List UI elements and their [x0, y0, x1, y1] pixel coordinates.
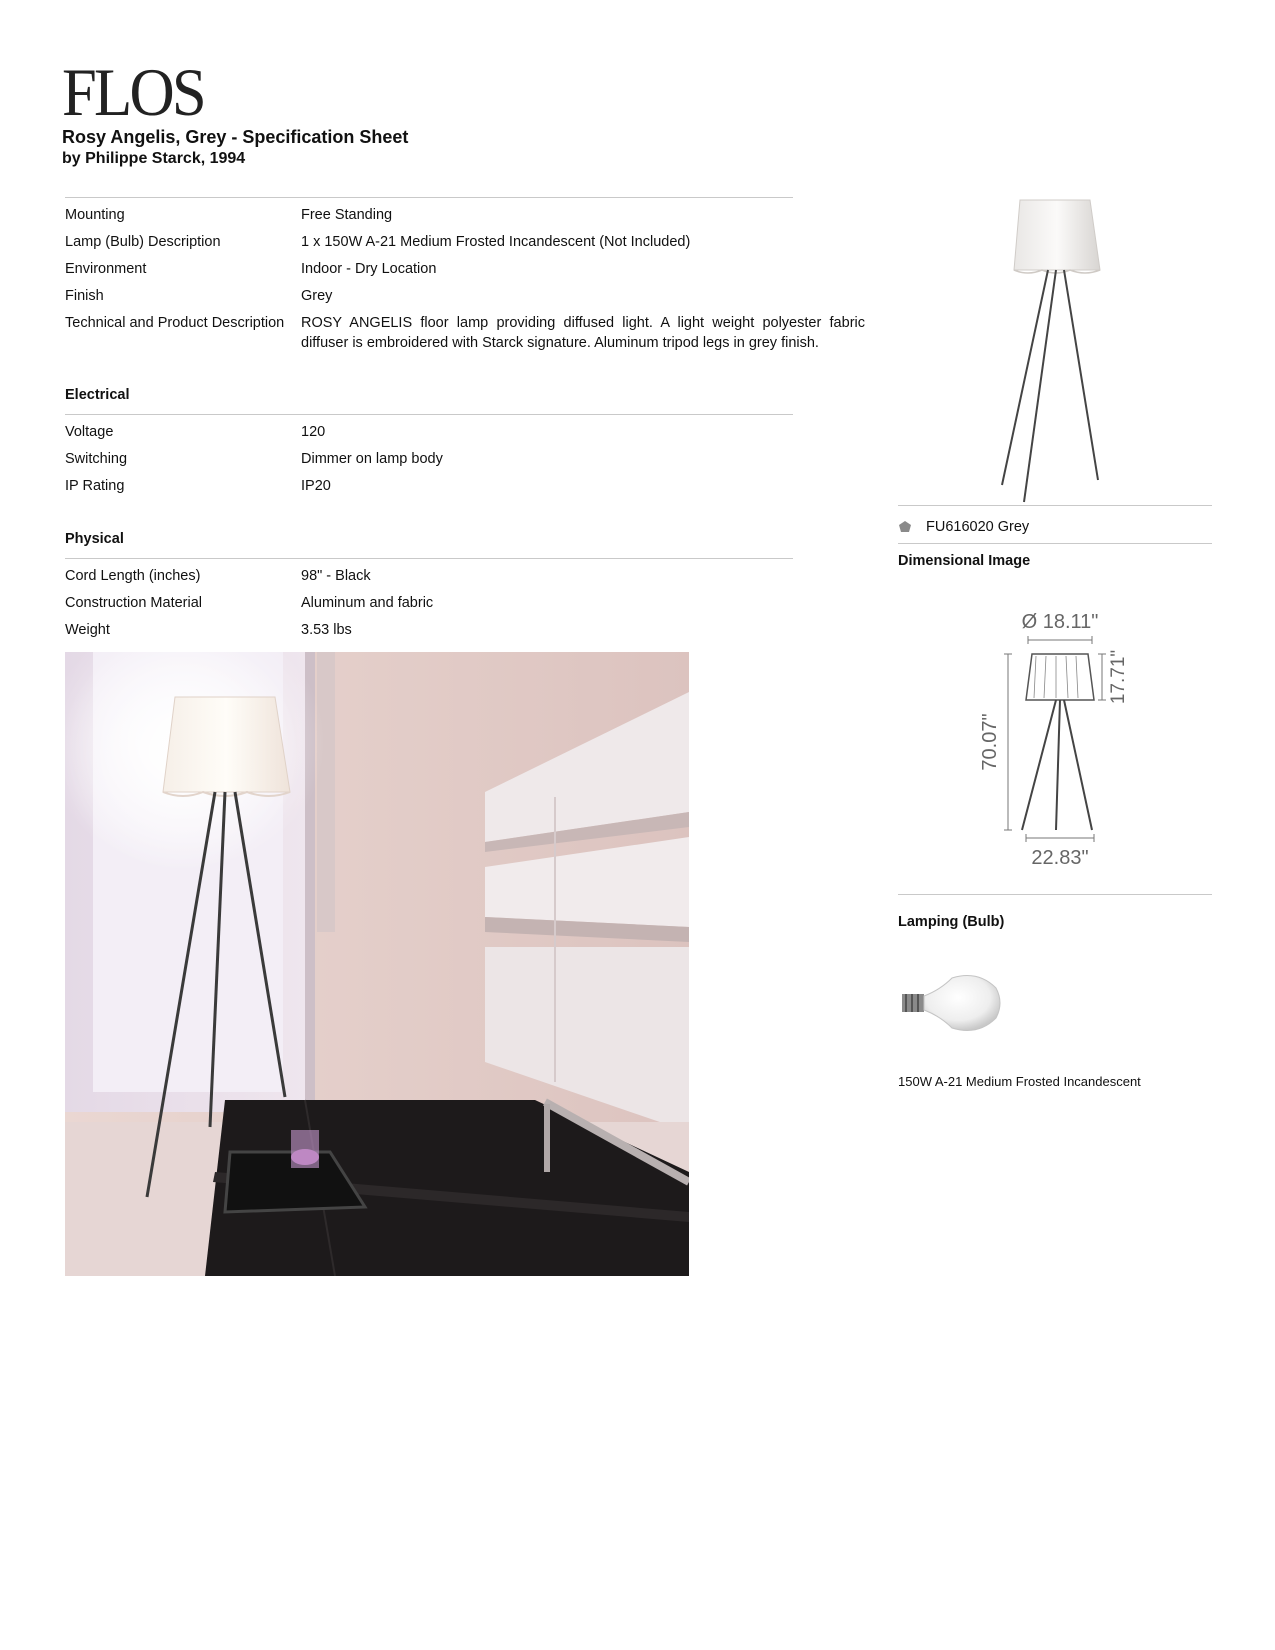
spec-value: IP20 [301, 478, 331, 494]
spec-row-switching [65, 449, 865, 469]
spec-label: Cord Length (inches) [65, 568, 201, 584]
spec-value: 120 [301, 424, 326, 440]
spec-row-mounting [65, 205, 865, 225]
sku-option [898, 519, 1029, 535]
spec-value: 3.53 lbs [301, 622, 352, 638]
spec-label: Construction Material [65, 595, 202, 611]
spec-row-voltage [65, 422, 865, 442]
flos-logo: FLOS [62, 54, 204, 130]
spec-label: Technical and Product Description [65, 315, 285, 331]
page-subtitle: by Philippe Starck, 1994 [62, 150, 246, 167]
spec-value: 1 x 150W A-21 Medium Frosted Incandescent (Not Included) [301, 234, 691, 250]
spec-row-environment [65, 259, 865, 279]
bulb-caption: 150W A-21 Medium Frosted Incandescent [898, 1074, 1141, 1089]
spec-value: 98" - Black [301, 568, 371, 584]
dimensional-drawing [980, 608, 1140, 878]
section-heading-electrical: Electrical [65, 387, 130, 403]
spec-label: Switching [65, 451, 128, 467]
spec-label: Environment [65, 261, 147, 277]
section-heading-dimensional: Dimensional Image [898, 553, 1031, 569]
spec-label: Voltage [65, 424, 114, 440]
spec-electrical [65, 387, 865, 496]
spec-value: Grey [301, 288, 333, 304]
spec-label: IP Rating [65, 478, 125, 494]
product-thumbnail [990, 190, 1130, 510]
spec-row-cord-length [65, 566, 865, 586]
spec-value: Indoor - Dry Location [301, 261, 437, 277]
spec-row-weight [65, 620, 865, 640]
spec-label: Mounting [65, 207, 125, 223]
divider [65, 558, 793, 559]
spec-row-construction-material [65, 593, 865, 613]
sku-label: FU616020 Grey [926, 519, 1030, 535]
section-heading-physical: Physical [65, 531, 124, 547]
spec-label: Lamp (Bulb) Description [65, 234, 221, 250]
divider [65, 414, 793, 415]
divider [898, 543, 1212, 544]
spec-row-finish [65, 286, 865, 306]
spec-label: Weight [65, 622, 110, 638]
dim-base-width: 22.83" [1031, 847, 1089, 869]
dim-diameter: Ø 18.11" [1021, 611, 1099, 633]
bulb-image [900, 972, 1005, 1034]
spec-value: Dimmer on lamp body [301, 451, 443, 467]
spec-general [65, 197, 865, 353]
divider [898, 894, 1212, 895]
room-photo [65, 652, 689, 1276]
spec-row-ip-rating [65, 476, 865, 496]
dim-total-height: 70.07" [980, 713, 1001, 771]
divider [65, 197, 793, 198]
spec-value: ROSY ANGELIS floor lamp providing diffused light. A light weight polyester fabric diffuser is embroidered with Starck signature. Aluminum tripod legs in grey finish. [301, 315, 865, 351]
spec-row-lamp-description [65, 232, 865, 252]
dim-shade-height: 17.71" [1108, 649, 1129, 705]
divider [898, 505, 1212, 506]
spec-value: Aluminum and fabric [301, 595, 434, 611]
section-heading-lamping: Lamping (Bulb) [898, 914, 1005, 930]
spec-label: Finish [65, 288, 104, 304]
spec-physical [65, 531, 865, 640]
spec-row-technical-description [65, 313, 865, 353]
page-title: Rosy Angelis, Grey - Specification Sheet [62, 127, 409, 147]
spec-value: Free Standing [301, 207, 393, 223]
swatch-icon [898, 520, 912, 534]
